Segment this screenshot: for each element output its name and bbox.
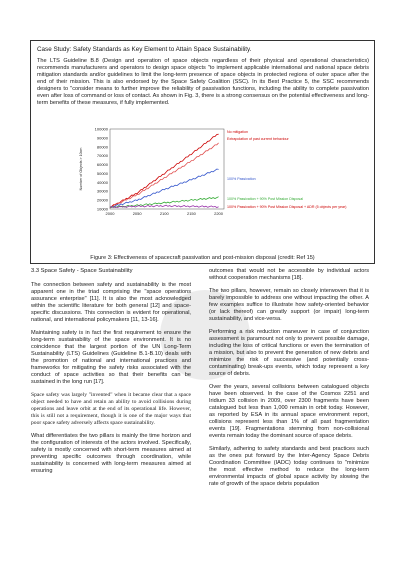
- y-tick-label: 50000: [96, 170, 108, 176]
- x-tick-label: 2050: [132, 211, 142, 216]
- plot-area: [110, 129, 224, 209]
- legend-entry: 100% Passivation + 90% Post Mission Disposal: [227, 197, 304, 201]
- case-study-body: The LTS Guideline B.8 (Design and operation of space objects regardless of their physical and operational characteristics) recommends manufacturers and operators to design space objects "to implement applicable international and national space debris mitigation standards and/or guidelines to limit the long-term presence of space objects in protected regions of outer space after the end of their mission. This is also endorsed by the Space Safety Coalition (SSC). In its Best Practice 5, the SSC recommends designers to "consider means to further improve the reliability of passivation functions, including the ability to complete passivation even after loss of command or loss of contact. As shown in Fig. 3, there is a strong consensus on the potential effectiveness and long-term benefits of these measures, if fully implemented.: [37, 58, 369, 106]
- y-tick-label: 40000: [96, 179, 108, 185]
- left-column: [31, 268, 191, 481]
- x-tick-label: 2000: [105, 211, 115, 216]
- right-paragraph-3: Performing a risk reduction maneuver in case of conjunction assessment is paramount not only to prevent possible damage, including the loss of critical functions or even the termination of a mission, but also to prevent the generation of new debris and minimize the risk of successive (and potentially cross-contaminating) break-ups events, which today represent a key source of debris.: [209, 329, 369, 377]
- effectiveness-chart: [74, 125, 347, 217]
- y-tick-label: 70000: [96, 153, 108, 159]
- y-tick-label: 100000: [94, 126, 108, 132]
- y-tick-label: 10000: [96, 206, 108, 212]
- legend-entry: 100% Passivation + 90% Post Mission Disposal + ADR (5 objects per year): [227, 205, 347, 209]
- case-study-title: Case Study: Safety Standards as Key Element to Attain Space Sustainability.: [37, 46, 252, 53]
- left-paragraph-2: Maintaining safety is in fact the first requirement to ensure the long-term sustainability of the space environment. It is no coincidence that the largest portion of the UN Long-Term Sustainability (LTS) Guidelines (Guideline B.1-B.10) deals with the promotion of national and international practices and frameworks for mitigating the safety risks associated with the conduct of space activities so that their benefits can be sustained in the long run [17].: [31, 330, 191, 385]
- right-paragraph-5: Similarly, adhering to safety standards and best practices such as the ones put forward by the Inter-Agency Space Debris Coordination Committee (IADC) today continues to "minimize the most effective method to reduce the long-term environmental impacts of global space activity by slowing the rate of growth of the space debris population: [209, 446, 369, 487]
- right-paragraph-2: The two pillars, however, remain so closely interwoven that it is barely impossible to address one without impacting the other. A few examples suffice to illustrate how safety-oriented behavior (or lack thereof) can greatly support (or impair) long-term sustainability, and vice-versa.: [209, 288, 369, 322]
- y-tick-label: 20000: [96, 197, 108, 203]
- left-paragraph-1: The connection between safety and sustainability is the most apparent one in the triad comprising the "space operations assurance enterprise" [11]. It is also the most acknowledged within the scientific literature for both general [12] and space-specific discussions. This connection is evident for operational, national, and international policymakers [11, 13-16].: [31, 282, 191, 323]
- x-tick-label: 2200: [214, 211, 224, 216]
- x-tick-label: 2150: [186, 211, 196, 216]
- y-tick-label: 80000: [96, 144, 108, 150]
- right-paragraph-4: Over the years, several collisions between catalogued objects have been observed. In the case of the Cosmos 2251 and Iridium 33 collision in 2009, over 2300 fragments have been catalogued but less than 1,000 remain in orbit today. However, as reported by ESA in its annual space environment report, collisions represent less than 1% of all past fragmentation events [19]. Fragmentations stemming from non-collisional events remain today the dominant source of space debris.: [209, 384, 369, 439]
- y-tick-label: 60000: [96, 162, 108, 168]
- y-tick-label: 90000: [96, 135, 108, 141]
- right-column: [209, 268, 369, 494]
- section-heading: 3.3 Space Safety - Space Sustainability: [31, 268, 133, 274]
- legend-entry: Extrapolation of past current behaviour: [227, 137, 289, 141]
- left-paragraph-3: Space safety was largely "invented" when it became clear that a space object needed to have and retain an ability to avoid collisions during operations and leave orbit at the end of its operational life. However, this is still not a requirement, though it is one of the major ways that poor space safety adversely affects space sustainability.: [31, 392, 191, 426]
- left-paragraph-4: What differentiates the two pillars is mainly the time horizon and the configuration of interests of the actors involved. Specifically, safety is mostly concerned with short-term measures aimed at preventing specific outcomes through coordination, while sustainability is concerned with long-term measures aimed at ensuring: [31, 433, 191, 474]
- right-paragraph-1: outcomes that would not be accessible by individual actors without cooperation mechanisms [18].: [209, 268, 369, 281]
- legend-entry: No mitigation: [227, 130, 248, 134]
- figure-caption: Figure 3: Effectiveness of spacecraft passivation and post-mission disposal (credit: Ref 15): [90, 255, 315, 261]
- y-tick-label: 30000: [96, 188, 108, 194]
- x-tick-label: 2100: [159, 211, 169, 216]
- legend-entry: 100% Passivation: [227, 177, 256, 181]
- y-axis-label: Number of Objects > 10cm: [79, 147, 83, 191]
